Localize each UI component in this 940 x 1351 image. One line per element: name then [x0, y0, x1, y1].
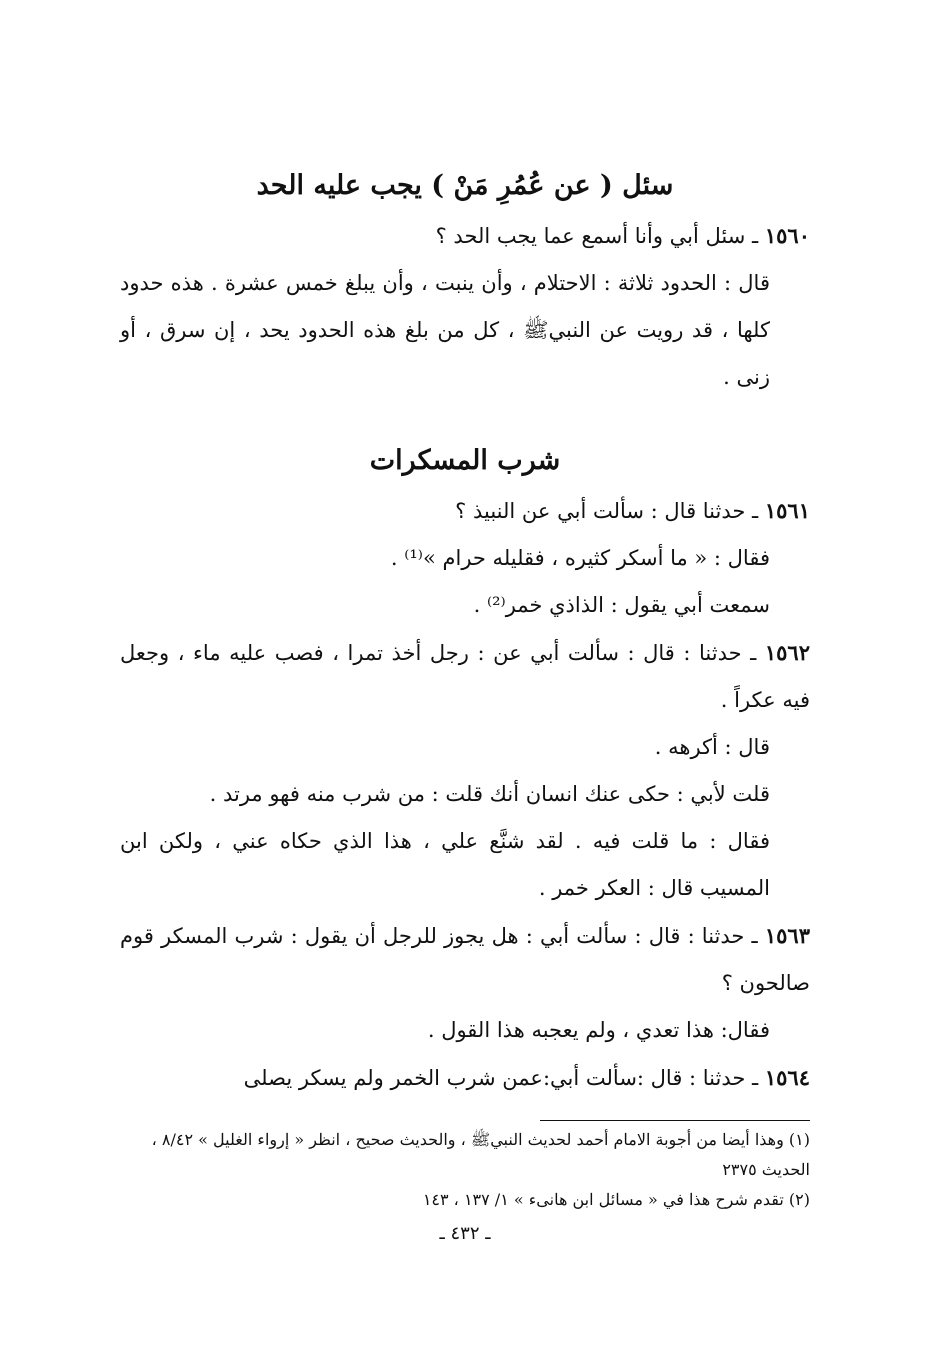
- entry-text: ـ حدثنا قال : سألت أبي عن النبيذ ؟: [455, 499, 765, 523]
- footnote-divider: [540, 1120, 810, 1121]
- page-number: ـ ٤٣٢ ـ: [439, 1223, 491, 1244]
- entry-number: ١٥٦١: [764, 498, 810, 523]
- entry-text: ـ حدثنا : قال : سألت أبي : هل يجوز للرجل أن يقول : شرب المسكر قوم صالحون ؟: [120, 924, 810, 995]
- entry-text: ـ حدثنا : قال : سألت أبي عن : رجل أخذ تمرا ، فصب عليه ماء ، وجعل فيه عكراً .: [120, 641, 810, 712]
- entry-1563-question: [120, 912, 810, 1007]
- entry-1560-question: [120, 212, 810, 260]
- footnotes: [120, 1125, 810, 1215]
- section-heading-intoxicants: شرب المسكرات: [369, 445, 561, 476]
- entry-1562-reply: فقال : ما قلت فيه . لقد شنَّع علي ، هذا الذي حكاه عني ، ولكن ابن المسيب قال : العكر خمر .: [120, 829, 770, 900]
- footnote-1: (١) وهذا أيضا من أجوبة الامام أحمد لحديث النبيﷺ ، والحديث صحيح ، انظر « إرواء الغليل » ٨/٤٢ ، الحديث ٢٣٧٥: [151, 1130, 810, 1179]
- entry-1562-followup: قلت لأبي : حكى عنك انسان أنك قلت : من شرب منه فهو مرتد .: [209, 782, 770, 806]
- entry-number: ١٥٦٠: [764, 223, 810, 248]
- entry-text: ـ حدثنا : قال :سألت أبي:عمن شرب الخمر ولم يسكر يصلى: [243, 1066, 765, 1090]
- entry-1561-answer: فقال : « ما أسكر كثيره ، فقليله حرام »⁽¹⁾ .: [390, 546, 770, 570]
- entry-1563-answer: فقال: هذا تعدي ، ولم يعجبه هذا القول .: [427, 1018, 770, 1042]
- entry-1560-answer: قال : الحدود ثلاثة : الاحتلام ، وأن ينبت ، وأن يبلغ خمس عشرة . هذه حدود كلها ، قد رويت عن النبيﷺ ، كل من بلغ هذه الحدود يحد ، إن سرق ، أو زنى .: [120, 271, 770, 389]
- entry-1561-question: [120, 487, 810, 535]
- entry-number: ١٥٦٢: [764, 640, 810, 665]
- document-page: [120, 150, 810, 1244]
- entry-number: ١٥٦٤: [764, 1065, 810, 1090]
- entry-text: ـ سئل أبي وأنا أسمع عما يجب الحد ؟: [435, 224, 765, 248]
- entry-1562-answer: قال : أكرهه .: [654, 735, 770, 759]
- entry-number: ١٥٦٣: [764, 923, 810, 948]
- section-heading-age-of-punishment: سئل ( عن عُمُرِ مَنْ ) يجب عليه الحد: [256, 170, 674, 201]
- entry-1562-question: [120, 629, 810, 724]
- entry-1561-note: سمعت أبي يقول : الذاذي خمر⁽²⁾ .: [473, 593, 770, 617]
- footnote-2: (٢) تقدم شرح هذا في « مسائل ابن هانىء » ١/ ١٣٧ ، ١٤٣: [422, 1190, 810, 1209]
- entry-1564-question: [120, 1054, 810, 1102]
